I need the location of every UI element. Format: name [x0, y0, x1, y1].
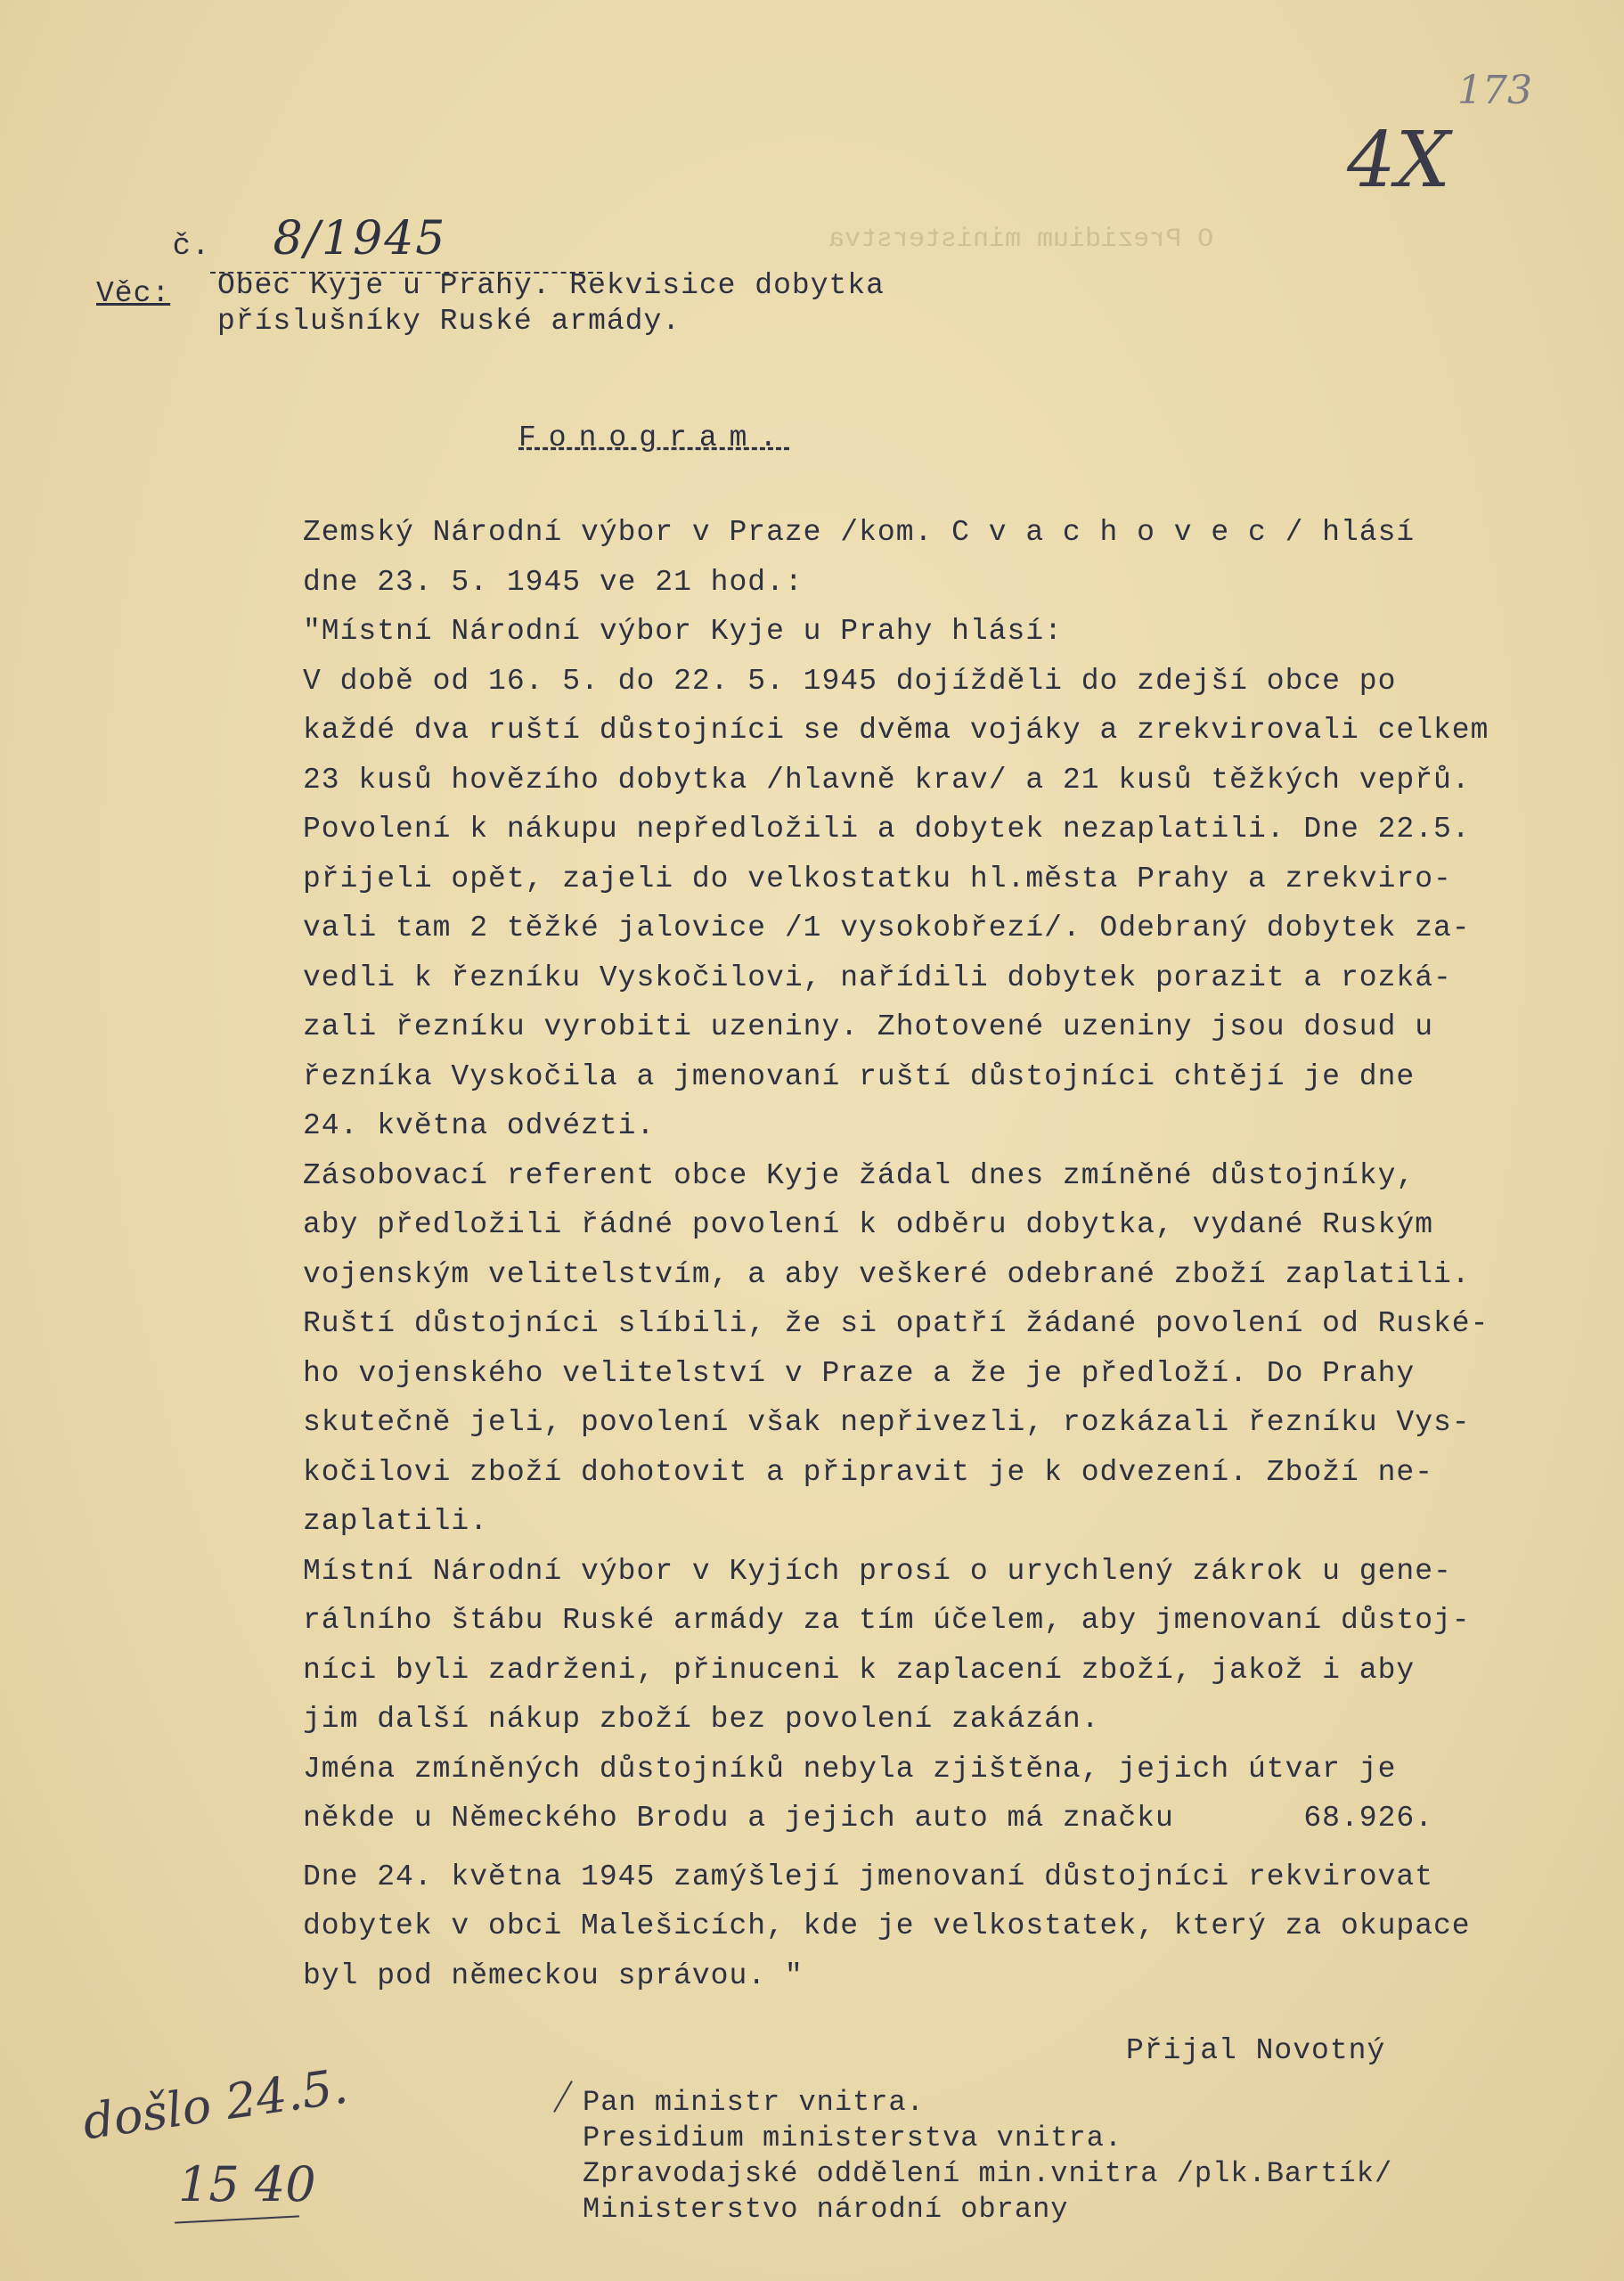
body-line: ho vojenského velitelství v Praze a že je předloží. Do Prahy: [303, 1356, 1416, 1390]
body-line: Ruští důstojníci slíbili, že si opatří žádané povolení od Ruské-: [303, 1307, 1489, 1340]
top-handwritten-mark: 4X: [1347, 116, 1450, 205]
recipient: Pan ministr vnitra.: [583, 2086, 925, 2119]
subject-label: Věc:: [96, 277, 171, 310]
body-line: byl pod německou správou. ": [303, 1958, 804, 1992]
body-line: 23 kusů hovězího dobytka /hlavně krav/ a 21 kusů těžkých vepřů.: [303, 763, 1471, 797]
body-line: kočilovi zboží dohotovit a připravit je k odvezení. Zboží ne-: [303, 1455, 1433, 1489]
handwritten-received-time: 15 40: [178, 2156, 316, 2212]
handwritten-underline: [175, 2215, 299, 2223]
handwritten-bracket: [553, 2081, 573, 2113]
reference-number-value: 8/1945: [273, 212, 447, 266]
body-line: dobytek v obci Malešicích, kde je velkostatek, který za okupace: [303, 1909, 1471, 1942]
body-line: "Místní Národní výbor Kyje u Prahy hlásí:: [303, 615, 1063, 648]
body-line: přijeli opět, zajeli do velkostatku hl.města Prahy a zrekviro-: [303, 862, 1452, 895]
subject-line-2: příslušníky Ruské armády.: [217, 305, 681, 338]
recipient: Zpravodajské oddělení min.vnitra /plk.Bartík/: [583, 2157, 1393, 2190]
body-line: rálního štábu Ruské armády za tím účelem, aby jmenovaní důstoj-: [303, 1604, 1471, 1637]
body-line: Zásobovací referent obce Kyje žádal dnes zmíněné důstojníky,: [303, 1158, 1416, 1192]
body-line: V době od 16. 5. do 22. 5. 1945 dojížděli do zdejší obce po: [303, 664, 1397, 698]
handwritten-received-date: došlo 24.5.: [79, 2057, 352, 2151]
body-text: [303, 508, 1489, 2000]
body-line: Dne 24. května 1945 zamýšlejí jmenovaní důstojníci rekvirovat: [303, 1860, 1433, 1893]
body-line: Zemský Národní výbor v Praze /kom. C v a c h o v e c / hlásí: [303, 516, 1416, 549]
body-line: Povolení k nákupu nepředložili a dobytek nezaplatili. Dne 22.5.: [303, 813, 1471, 846]
body-line: níci byli zadrženi, přinuceni k zaplacení zboží, jakož i aby: [303, 1653, 1416, 1687]
faded-stamp: O Prezidium ministerstva: [828, 225, 1214, 255]
recipient: Presidium ministerstva vnitra.: [583, 2122, 1123, 2154]
page-number-handwritten: 173: [1457, 68, 1532, 113]
body-line: jim další nákup zboží bez povolení zakázán.: [303, 1703, 1100, 1736]
reference-prefix: č.: [172, 230, 211, 264]
received-by: Přijal Novotný: [1126, 2034, 1386, 2067]
body-line: 24. května odvézti.: [303, 1109, 656, 1142]
recipient: Ministerstvo národní obrany: [583, 2193, 1069, 2226]
body-line: skutečně jeli, povolení však nepřivezli, rozkázali řezníku Vys-: [303, 1406, 1471, 1439]
body-line: aby předložili řádné povolení k odběru dobytka, vydané Ruským: [303, 1208, 1433, 1241]
body-line: zaplatili.: [303, 1505, 489, 1538]
body-line: vali tam 2 těžké jalovice /1 vysokobřezí/. Odebraný dobytek za-: [303, 912, 1471, 944]
body-line: vedli k řezníku Vyskočilovi, nařídili dobytek porazit a rozká-: [303, 961, 1452, 994]
body-line: Jména zmíněných důstojníků nebyla zjištěna, jejich útvar je: [303, 1752, 1397, 1786]
recipients-list: [583, 2085, 1392, 2228]
body-line: vojenským velitelstvím, a aby veškeré odebrané zboží zaplatili.: [303, 1257, 1471, 1291]
body-line: někde u Německého Brodu a jejich auto má značku 68.926.: [303, 1802, 1433, 1835]
subject-line-1: Obec Kyje u Prahy. Rekvisice dobytka: [217, 269, 885, 302]
body-line: každé dva ruští důstojníci se dvěma vojáky a zrekvirovali celkem: [303, 714, 1489, 747]
body-line: zali řezníku vyrobiti uzeniny. Zhotovené uzeniny jsou dosud u: [303, 1010, 1433, 1043]
body-line: Místní Národní výbor v Kyjích prosí o urychlený zákrok u gene-: [303, 1554, 1452, 1588]
document-title: Fonogram.: [518, 421, 790, 454]
body-line: dne 23. 5. 1945 ve 21 hod.:: [303, 565, 804, 599]
body-line: řezníka Vyskočila a jmenovaní ruští důstojníci chtějí je dne: [303, 1059, 1416, 1093]
